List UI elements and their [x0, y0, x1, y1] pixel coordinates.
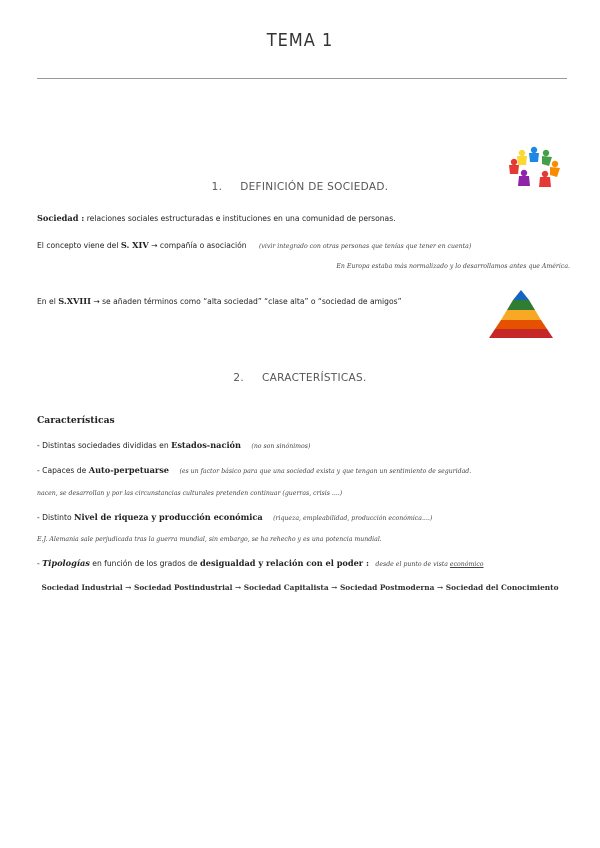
characteristic-item-3 — [37, 512, 432, 522]
item-4-note-underlined: económico — [449, 561, 484, 568]
section-1-title: DEFINICIÓN DE SOCIEDAD. — [240, 181, 389, 193]
europe-note: En Europa estaba más normalizado y lo desarrollamos antes que América. — [336, 263, 570, 270]
person-figure — [542, 150, 552, 166]
definition-line — [37, 213, 396, 223]
person-figure — [550, 161, 560, 177]
section-2-number: 2. — [233, 372, 244, 384]
europe-note-line — [336, 263, 570, 270]
sxviii-terms: → se añaden términos como “alta sociedad” “clase alta” o “sociedad de amigos” — [90, 297, 402, 306]
definition-text: relaciones sociales estructuradas e instituciones en una comunidad de personas. — [84, 214, 396, 223]
concept-line — [37, 240, 471, 250]
section-2-title: CARACTERÍSTICAS. — [261, 372, 367, 384]
sxviii-line — [37, 296, 402, 306]
page-title: TEMA 1 — [266, 30, 334, 51]
item-4-note-text: desde el punto de vista — [375, 561, 450, 568]
society-types-chain: Sociedad Industrial → Sociedad Postindustrial → Sociedad Capitalista → Sociedad Postmoderna → Sociedad del Conocimiento — [41, 583, 559, 592]
item-2-note-continuation: nacen, se desarrollan y por las circunstancias culturales pretenden continuar (guerras, crisis ....) — [37, 490, 343, 497]
pyramid-tier — [489, 329, 553, 338]
item-4-dash: - — [37, 559, 43, 568]
section-1-heading — [0, 181, 600, 193]
item-3-note: (riqueza, empleabilidad, producción económica....) — [273, 515, 433, 522]
person-figure — [517, 150, 527, 165]
pyramid-tier — [507, 300, 535, 310]
sxviii-text: En el — [37, 297, 59, 306]
pyramid-tier — [513, 290, 529, 300]
item-2-text: - Capaces de — [37, 466, 89, 475]
item-2-bold: Auto-perpetuarse — [88, 465, 170, 475]
characteristic-item-1 — [37, 440, 310, 450]
item-3-text: - Distinto — [37, 513, 75, 522]
title-divider — [37, 78, 567, 79]
item-4-text: en función de los grados de — [89, 559, 201, 568]
person-figure — [529, 147, 539, 162]
characteristics-subheading: Características — [37, 415, 115, 426]
pyramid-tier — [501, 310, 541, 320]
social-pyramid-illustration — [483, 288, 559, 340]
item-3-bold: Nivel de riqueza y producción económica — [74, 512, 263, 522]
item-2-note-continuation-line — [37, 490, 342, 497]
characteristic-item-4 — [37, 558, 484, 568]
item-2-note: (es un factor básico para que una sociedad exista y que tengan un sentimiento de seguridad. — [179, 468, 472, 475]
item-3-example-line — [37, 536, 382, 543]
item-1-bold: Estados-nación — [171, 440, 241, 450]
section-2-heading — [0, 372, 600, 384]
concept-note: (vivir integrado con otras personas que tenías que tener en cuenta) — [259, 243, 472, 250]
section-1-number: 1. — [211, 181, 223, 193]
item-1-note: (no son sinónimos) — [251, 443, 311, 450]
characteristic-item-2 — [37, 465, 471, 475]
definition-term: Sociedad : — [37, 213, 85, 223]
person-figure — [509, 159, 519, 174]
item-4-typologies: Tipologías — [42, 558, 90, 568]
concept-meaning: → compañía o asociación — [148, 241, 247, 250]
concept-text: El concepto viene del — [37, 241, 121, 250]
item-3-example: E.J. Alemania sale perjudicada tras la guerra mundial, sin embargo, se ha rehecho y es una potencia mundial. — [37, 536, 382, 543]
sxviii-century: S.XVIII — [58, 296, 91, 306]
item-4-bold: desigualdad y relación con el poder : — [200, 558, 369, 568]
concept-century: S. XIV — [120, 240, 149, 250]
pyramid-tier — [495, 320, 547, 329]
item-1-text: - Distintas sociedades divididas en — [37, 441, 172, 450]
item-4-note — [375, 561, 483, 568]
